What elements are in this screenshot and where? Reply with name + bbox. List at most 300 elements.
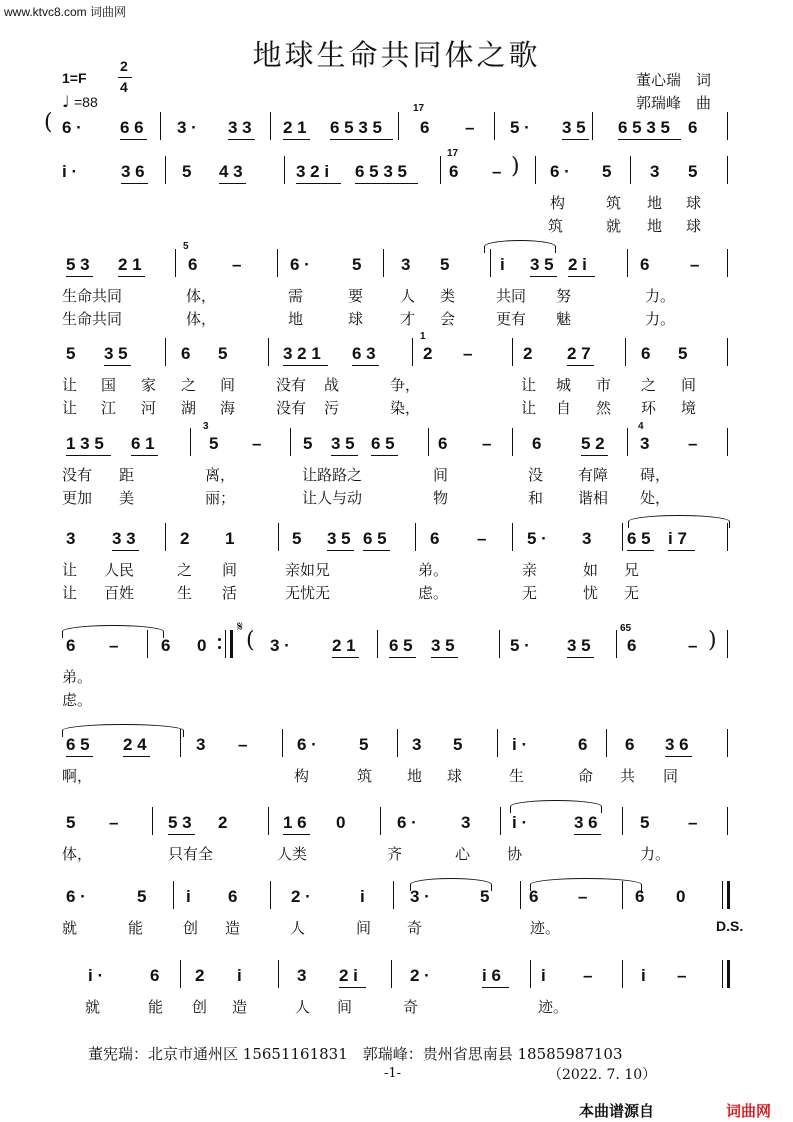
lyric-word: 球	[686, 194, 702, 212]
segno-icon: 𝄋	[237, 619, 244, 635]
beam-underline	[283, 365, 328, 366]
lyric-word: 地	[288, 310, 304, 328]
note-group: 1 6	[283, 813, 307, 832]
grace-note: 65	[620, 623, 632, 634]
note-group: 6	[150, 966, 160, 985]
note-group: i	[237, 966, 242, 985]
bar-line	[727, 156, 728, 184]
lyric-word: 美	[119, 489, 135, 507]
note-group: 3 5	[431, 636, 455, 655]
bar-line	[494, 112, 495, 140]
note-group: 6 ·	[297, 735, 317, 754]
beam-underline	[121, 183, 148, 184]
beam-underline	[363, 550, 390, 551]
note-group: 5 3	[168, 813, 192, 832]
note-group: 3	[582, 529, 592, 548]
bar-line	[722, 881, 723, 909]
note-group: 6	[188, 255, 198, 274]
lyric-word: 离，	[205, 466, 236, 484]
bar-line	[497, 729, 498, 757]
beam-underline	[567, 657, 594, 658]
lyric-word: 无	[624, 584, 640, 602]
lyric-word: 更加	[62, 489, 93, 507]
lyric-word: 同	[663, 767, 679, 785]
note-group: 2 i	[568, 255, 587, 274]
note-group: 6	[438, 434, 448, 453]
note-group: i	[186, 887, 191, 906]
note-group: 2	[523, 344, 533, 363]
note-group: –	[690, 255, 700, 274]
bar-line	[727, 881, 730, 909]
note-group: 1 3 5	[66, 434, 104, 453]
beam-underline	[668, 550, 695, 551]
lyric-word: 市	[596, 376, 612, 394]
note-group: 6	[430, 529, 440, 548]
bar-line	[622, 960, 623, 988]
lyric-word: 生命共同	[62, 287, 123, 305]
note-group: 6	[161, 636, 171, 655]
note-group: 2 ·	[410, 966, 430, 985]
lyric-word: 齐	[387, 845, 403, 863]
beam-underline	[168, 834, 195, 835]
note-group: 5	[480, 887, 490, 906]
bar-line	[727, 428, 728, 456]
beam-underline	[627, 550, 654, 551]
note-group: 6 ·	[66, 887, 86, 906]
repeat-bar	[230, 630, 233, 658]
bar-line	[490, 249, 491, 277]
note-group: 5	[359, 735, 369, 754]
note-group: 3 5	[104, 344, 128, 363]
note-group: i	[641, 966, 646, 985]
bar-line	[284, 156, 285, 184]
note-group: 5	[640, 813, 650, 832]
note-group: 6 5 3 5	[355, 162, 407, 181]
bar-line	[397, 729, 398, 757]
note-group: 6 6	[120, 118, 144, 137]
open-paren: (	[246, 628, 255, 653]
note-group: –	[688, 636, 698, 655]
bar-line	[278, 523, 279, 551]
bar-line	[727, 807, 728, 835]
lyric-word: 谐相	[578, 489, 609, 507]
note-group: 3 6	[665, 735, 689, 754]
beam-underline	[332, 657, 359, 658]
beam-underline	[389, 657, 416, 658]
lyric-word: 地	[407, 767, 423, 785]
beam-underline	[665, 756, 692, 757]
note-group: 2 7	[567, 344, 591, 363]
note-group: 6 5	[66, 735, 90, 754]
note-group: 3	[461, 813, 471, 832]
note-group: –	[578, 887, 588, 906]
close-paren: )	[708, 628, 717, 653]
bar-line	[499, 630, 500, 658]
lyric-word: 湖	[181, 399, 197, 417]
note-group: 5	[303, 434, 313, 453]
note-group: 6	[578, 735, 588, 754]
note-group: 6 5	[371, 434, 395, 453]
lyric-word: 百姓	[104, 584, 135, 602]
bar-line	[165, 156, 166, 184]
note-group: –	[677, 966, 687, 985]
bar-line	[165, 338, 166, 366]
note-group: 2	[423, 344, 433, 363]
lyric-word: 体，	[186, 287, 217, 305]
lyric-word: 处，	[640, 489, 671, 507]
beam-underline	[574, 834, 601, 835]
lyric-word: 虑。	[418, 584, 449, 602]
score-system	[0, 331, 793, 417]
bar-line	[391, 960, 392, 988]
score-system	[0, 421, 793, 507]
bar-line	[270, 112, 271, 140]
lyric-word: 地	[647, 194, 663, 212]
lyric-word: 人	[400, 287, 416, 305]
note-group: 6	[529, 887, 539, 906]
lyric-word: 创	[192, 998, 208, 1016]
note-group: 6	[635, 887, 645, 906]
bar-line	[398, 112, 399, 140]
lyric-word: 亲	[522, 561, 538, 579]
lyric-word: 江	[101, 399, 117, 417]
slur-arc	[628, 515, 730, 528]
lyric-word: 间	[356, 919, 372, 937]
note-group: 6	[449, 162, 459, 181]
note-group: 2 i	[339, 966, 358, 985]
bar-line	[412, 338, 413, 366]
bar-line	[173, 881, 174, 909]
note-group: 3	[401, 255, 411, 274]
note-group: 5 ·	[510, 636, 530, 655]
note-group: 5	[440, 255, 450, 274]
lyric-word: 国	[101, 376, 117, 394]
lyric-word: 迹。	[530, 919, 561, 937]
lyric-word: 要	[348, 287, 364, 305]
lyric-word: 无忧无	[285, 584, 331, 602]
note-group: –	[252, 434, 262, 453]
bar-line	[440, 156, 441, 184]
bar-line	[727, 112, 728, 140]
note-group: 6 ·	[550, 162, 570, 181]
lyric-word: 城	[556, 376, 572, 394]
beam-underline	[66, 276, 93, 277]
bar-line	[268, 338, 269, 366]
note-group: 5	[66, 344, 76, 363]
note-group: 3	[412, 735, 422, 754]
beam-underline	[66, 756, 93, 757]
beam-underline	[120, 139, 147, 140]
lyric-word: 争，	[390, 376, 421, 394]
score-system	[0, 813, 793, 883]
lyric-word: 没有	[276, 376, 307, 394]
site-watermark[interactable]: www.ktvc8.com 词曲网	[4, 5, 127, 19]
lyric-word: 和	[528, 489, 544, 507]
lyric-word: 筑	[548, 217, 564, 235]
bar-line	[512, 338, 513, 366]
lyric-word: 环	[641, 399, 657, 417]
bar-line	[290, 428, 291, 456]
lyric-word: 人民	[104, 561, 135, 579]
beam-underline	[104, 365, 131, 366]
note-group: 6	[228, 887, 238, 906]
lyric-word: 污	[324, 399, 340, 417]
note-group: 6 3	[352, 344, 376, 363]
brand-logo-text[interactable]: 词曲网	[726, 1103, 772, 1120]
lyric-word: 自	[556, 399, 572, 417]
grace-note: 4	[638, 421, 644, 432]
score-system	[0, 529, 793, 602]
lyric-word: 就	[62, 919, 78, 937]
lyric-word: 球	[686, 217, 702, 235]
lyric-word: 力。	[640, 845, 671, 863]
beam-underline	[283, 834, 310, 835]
note-group: i	[500, 255, 505, 274]
lyric-word: 染，	[390, 399, 421, 417]
note-group: i ·	[512, 735, 528, 754]
bar-line	[383, 249, 384, 277]
note-group: 2	[180, 529, 190, 548]
bar-line	[520, 881, 521, 909]
beam-underline	[581, 455, 608, 456]
lyric-word: 协	[507, 845, 523, 863]
lyricist-credit: 董心瑞 词	[636, 71, 712, 89]
note-group: i ·	[62, 162, 78, 181]
note-group: 5	[137, 887, 147, 906]
note-group: 5	[688, 162, 698, 181]
note-group: 6 5	[389, 636, 413, 655]
note-group: 5	[66, 813, 76, 832]
lyric-word: 类	[440, 287, 456, 305]
beam-underline	[123, 756, 150, 757]
beam-underline	[339, 987, 366, 988]
note-group: i 6	[482, 966, 501, 985]
beam-underline	[618, 139, 681, 140]
lyric-word: 兄	[624, 561, 640, 579]
beam-underline	[530, 276, 557, 277]
bar-line	[622, 807, 623, 835]
bar-line	[727, 729, 728, 757]
note-group: 3 2 i	[296, 162, 330, 181]
bar-line	[530, 960, 531, 988]
bar-line	[727, 338, 728, 366]
note-group: 0	[336, 813, 346, 832]
lyric-word: 生	[509, 767, 525, 785]
bar-line	[175, 249, 176, 277]
bar-line	[606, 729, 607, 757]
note-group: 3 5	[327, 529, 351, 548]
lyric-word: 就	[606, 217, 622, 235]
bar-line	[393, 881, 394, 909]
score-system	[0, 148, 793, 235]
note-group: 3 5	[562, 118, 586, 137]
bar-line	[380, 807, 381, 835]
bar-line	[627, 428, 628, 456]
note-group: 6	[688, 118, 698, 137]
beam-underline	[112, 550, 139, 551]
bar-line	[415, 523, 416, 551]
lyric-word: 魅	[556, 310, 572, 328]
note-group: i ·	[88, 966, 104, 985]
lyric-word: 物	[433, 489, 449, 507]
lyric-word: 间	[337, 998, 353, 1016]
lyric-word: 之	[641, 376, 657, 394]
beam-underline	[482, 987, 509, 988]
lyric-word: 啊，	[62, 767, 93, 785]
bar-line	[282, 729, 283, 757]
lyric-word: 丽；	[205, 489, 236, 507]
note-group: 6 5	[627, 529, 651, 548]
lyric-word: 奇	[403, 998, 419, 1016]
note-group: 6 1	[131, 434, 155, 453]
note-group: 5	[602, 162, 612, 181]
time-signature-denominator: 4	[120, 79, 128, 95]
beam-underline	[567, 365, 594, 366]
note-group: i	[360, 887, 365, 906]
lyric-word: 构	[550, 194, 566, 212]
lyric-word: 会	[440, 310, 456, 328]
beam-underline	[331, 455, 358, 456]
note-group: 3	[640, 434, 650, 453]
note-group: 3 ·	[177, 118, 197, 137]
score-system	[0, 735, 793, 805]
score-system	[0, 619, 793, 709]
lyric-word: 体，	[62, 845, 93, 863]
time-signature-line	[118, 77, 132, 78]
bar-line	[152, 807, 153, 835]
note-group: 5	[182, 162, 192, 181]
bar-line	[160, 112, 161, 140]
beam-underline	[228, 139, 255, 140]
lyric-word: 生命共同	[62, 310, 123, 328]
grace-note: 17	[413, 103, 425, 114]
lyric-word: 人	[295, 998, 311, 1016]
note-group: 3 3	[112, 529, 136, 548]
bar-line	[627, 249, 628, 277]
note-group: –	[583, 966, 593, 985]
slur-arc	[484, 240, 556, 253]
lyric-word: 造	[225, 919, 241, 937]
lyric-word: 活	[222, 584, 238, 602]
lyric-word: 筑	[606, 194, 622, 212]
bar-line	[377, 630, 378, 658]
bar-line	[630, 156, 631, 184]
open-paren: (	[44, 110, 53, 135]
source-label: 本曲谱源自	[579, 1103, 655, 1120]
lyric-word: 心	[455, 845, 471, 863]
slur-arc	[62, 625, 164, 638]
grace-note: 5	[183, 241, 189, 252]
lyric-word: 没有	[276, 399, 307, 417]
bar-line	[278, 960, 279, 988]
note-group: 6 5 3 5	[330, 118, 382, 137]
lyric-word: 境	[681, 399, 697, 417]
note-group: 2 4	[123, 735, 147, 754]
note-group: 2 1	[332, 636, 356, 655]
composer-credit: 郭瑞峰 曲	[636, 94, 712, 112]
lyric-word: 人	[290, 919, 306, 937]
lyric-word: 努	[556, 287, 572, 305]
note-group: 3 5	[530, 255, 554, 274]
lyric-word: 更有	[496, 310, 527, 328]
page-number: -1-	[384, 1066, 402, 1081]
beam-underline	[371, 455, 398, 456]
time-signature-numerator: 2	[120, 58, 128, 74]
lyric-word: 然	[596, 399, 612, 417]
note-group: 3	[650, 162, 660, 181]
lyric-word: 如	[583, 561, 599, 579]
bar-line	[727, 630, 728, 658]
note-group: 2	[218, 813, 228, 832]
note-group: 6	[532, 434, 542, 453]
lyric-word: 没	[528, 466, 544, 484]
note-group: i ·	[512, 813, 528, 832]
note-group: 1	[225, 529, 235, 548]
lyric-word: 地	[647, 217, 663, 235]
note-group: 5 ·	[510, 118, 530, 137]
bar-line	[727, 960, 730, 988]
beam-underline	[118, 276, 145, 277]
bar-line	[622, 523, 623, 551]
lyric-word: 体，	[186, 310, 217, 328]
repeat-dot	[218, 646, 221, 649]
lyric-word: 让	[62, 561, 78, 579]
repeat-bar	[225, 630, 226, 658]
lyric-word: 间	[222, 561, 238, 579]
lyric-word: 能	[128, 919, 144, 937]
bar-line	[535, 156, 536, 184]
note-group: 6	[641, 344, 651, 363]
slur-arc	[530, 878, 642, 891]
lyric-word: 能	[148, 998, 164, 1016]
bar-line	[268, 807, 269, 835]
lyric-word: 创	[183, 919, 199, 937]
ds-marking: D.S.	[716, 918, 744, 934]
slur-arc	[62, 724, 184, 737]
lyric-word: 奇	[407, 919, 423, 937]
bar-line	[270, 881, 271, 909]
bar-line	[512, 523, 513, 551]
lyric-word: 河	[141, 399, 157, 417]
note-group: 3	[66, 529, 76, 548]
bar-line	[592, 112, 593, 140]
lyric-word: 战	[324, 376, 340, 394]
quarter-note-icon: ♩	[62, 92, 70, 111]
score-system	[0, 887, 793, 957]
bar-line	[722, 960, 723, 988]
beam-underline	[568, 276, 595, 277]
note-group: 5 2	[581, 434, 605, 453]
grace-note: 1	[420, 331, 426, 342]
lyric-word: 没有	[62, 466, 93, 484]
beam-underline	[352, 365, 379, 366]
beam-underline	[131, 455, 158, 456]
lyric-word: 碍，	[640, 466, 671, 484]
lyric-word: 只有全	[168, 845, 214, 863]
note-group: 0	[197, 636, 207, 655]
note-group: 2 ·	[291, 887, 311, 906]
note-group: –	[463, 344, 473, 363]
composition-date: （2022. 7. 10）	[548, 1067, 657, 1083]
note-group: 5	[678, 344, 688, 363]
slur-arc	[410, 878, 492, 891]
note-group: 3 5	[567, 636, 591, 655]
bar-line	[277, 249, 278, 277]
tempo-marking: =88	[74, 94, 98, 110]
note-group: 5	[209, 434, 219, 453]
note-group: –	[109, 813, 119, 832]
bar-line	[500, 807, 501, 835]
